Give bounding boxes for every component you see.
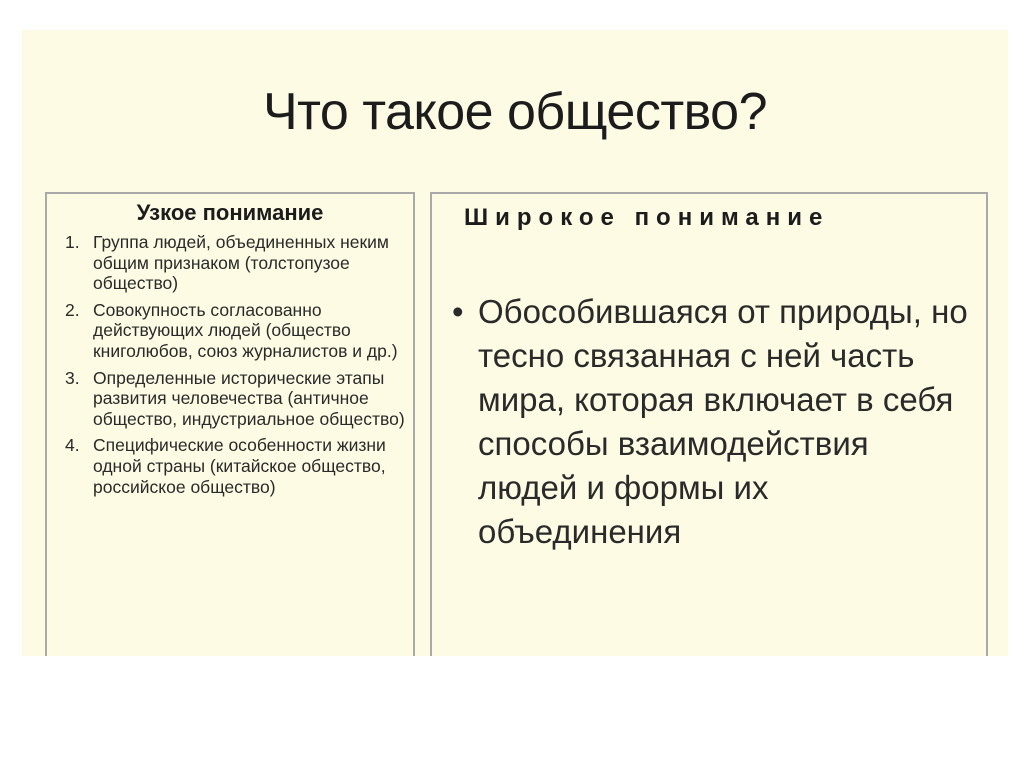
list-item-text: Группа людей, объединенных неким общим признаком (толстопузое общество): [93, 232, 389, 294]
list-item-text: Специфические особенности жизни одной страны (китайское общество, российское общество): [93, 435, 386, 497]
list-item-number: 3.: [65, 367, 80, 388]
list-item-number: 4.: [65, 435, 80, 456]
list-item-number: 2.: [65, 299, 80, 320]
list-item: [65, 435, 407, 497]
broad-understanding-text: Обособившаяся от природы, но тесно связанная с ней часть мира, которая включает в себя способы взаимодействия людей и формы их объединения: [478, 293, 968, 550]
list-item: [65, 300, 407, 362]
list-item-text: Определенные исторические этапы развития человечества (античное общество, индустриальное общество): [93, 367, 405, 429]
narrow-understanding-panel: [45, 192, 415, 656]
list-item-text: Совокупность согласованно действующих людей (общество книголюбов, союз журналистов и др.): [93, 299, 398, 361]
slide: [22, 30, 1008, 656]
narrow-understanding-heading: Узкое понимание: [136, 200, 324, 225]
bullet-icon: •: [452, 293, 464, 330]
broad-understanding-definition: [452, 290, 972, 554]
broad-understanding-heading: Широкое понимание: [464, 204, 830, 231]
slide-title: Что такое общество?: [262, 83, 768, 141]
list-item-number: 1.: [65, 232, 80, 252]
list-item: [65, 368, 407, 430]
narrow-understanding-list: [65, 232, 407, 503]
list-item: [65, 232, 407, 294]
broad-understanding-panel: [430, 192, 988, 656]
